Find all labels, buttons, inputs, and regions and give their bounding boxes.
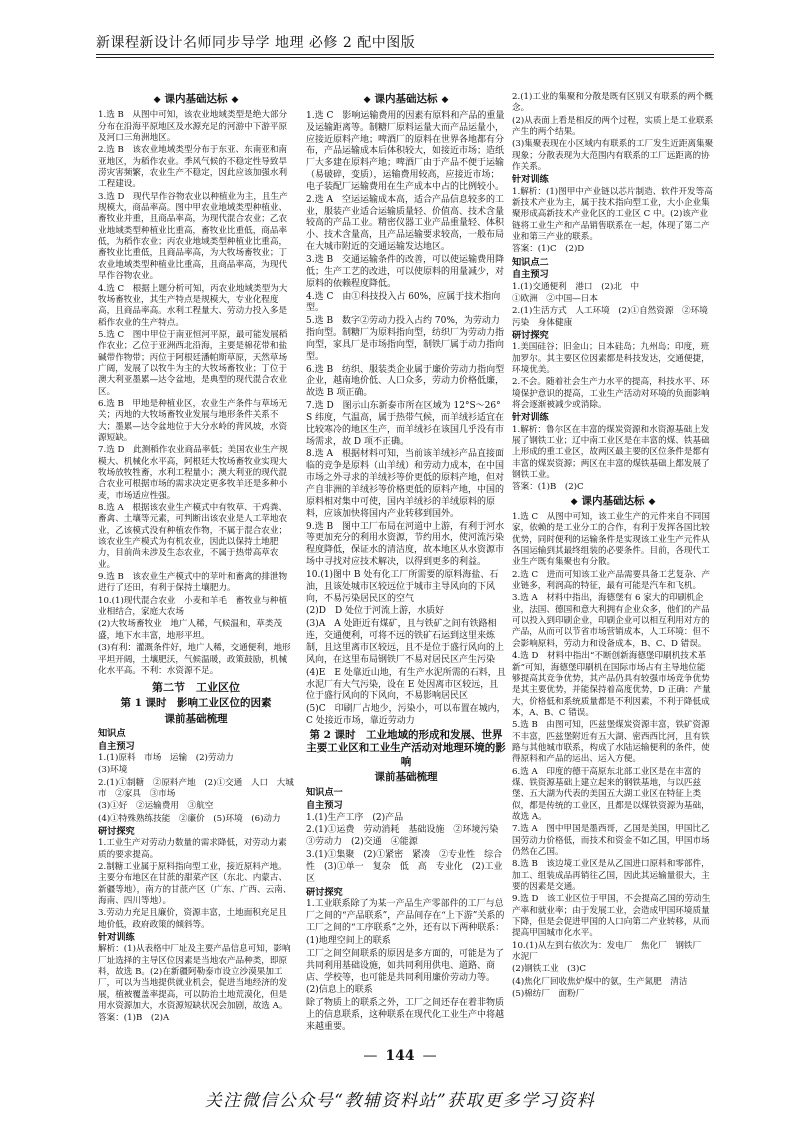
answer-paragraph: 答案：(1)C (2)D — [512, 244, 585, 255]
diamond-icon: ◆ — [363, 95, 371, 105]
answer-paragraph: (2)D D 处位于河流上游，水质好 — [306, 606, 445, 617]
answer-paragraph: 4.选 C 根据上题分析可知，丙农业地域类型为大牧场畜牧业，其生产特点是规模大，专业化程度高，且商品率高。水利工程量大、劳动力投入多是稻作农业的生产特点。 — [98, 283, 288, 328]
answer-paragraph: 6.选 B 纺织、服装类企业属于廉价劳动力指向型企业，越南地价低、人口众多，劳动力价格低廉，故选 B 项正确。 — [306, 364, 505, 399]
subsection-label: 知识点一 — [306, 786, 343, 798]
answer-paragraph: 1.选 C 从图中可知，该工业生产的元件来自不同国家，依赖的是工业分工的合作，有利于发挥各国比较优势，同时便利的运输条件是实现该工业生产元件从各国运输到其最终组装的必要条件。目前，各现代工业生产既有集聚也有分散。 — [512, 512, 710, 568]
section-heading-text: 课内基础达标 — [581, 494, 645, 507]
answer-paragraph: 2.选 A 空运运输成本高，适合产品信息较多的工业，服装产业适合运输质量轻、价值高、技术含量较高的产品工业。精密仪器工业产品重量轻、体积小、技术含量高，且产品运输要求较高，一般布局在大城市附近的交通运输发达地区。 — [306, 194, 505, 253]
subsection-label: 针对训练 — [512, 412, 549, 424]
chapter-title: 第二节 工业区位 — [152, 681, 240, 695]
answer-paragraph: (3)A A 处距近有煤矿，且与铁矿之间有铁路相连，交通便利，可将不远的铁矿石运到这里来炼制，且这里离市区较远，且不是位于盛行风向的上风向，在这里布局钢铁厂不易对居民区产生污染 — [306, 619, 505, 665]
answer-paragraph: 1.解析：鲁尔区在丰富的煤炭资源和水资源基础上发展了钢铁工业；辽中南工业区是在丰富的煤、铁基础上形成的重工业区，故两区最主要的区位条件是都有丰富的煤炭资源；两区在丰富的煤铁基础上都发展了钢铁工业。 — [512, 424, 710, 480]
subsection-label: 针对训练 — [98, 932, 135, 944]
answer-paragraph: (2)钢铁工业 (3)C — [512, 964, 586, 975]
answer-paragraph: 1.工业联系除了为某一产品生产零部件的工厂与总厂之间的“产品联系”，产品间存在“上下游”关系的工厂之间的“工序联系”之外，还有以下两种联系： — [306, 899, 505, 934]
answer-paragraph: 2.选 B 该农业地域类型分布于东亚、东南亚和南亚地区，为稻作农业。季风气候的不稳定性导致旱涝灾害频繁，农业生产不稳定，因此应该加强水利工程建设。 — [98, 145, 288, 190]
column-left — [98, 92, 294, 1026]
answer-paragraph: 工厂之间空间联系的原因是多方面的，可能是为了共同利用基础设施，如共同利用供电、道路、商店、学校等，也可能是共同利用廉价劳动力等。 — [306, 948, 505, 983]
answer-paragraph: 除了物质上的联系之外，工厂之间还存在着非物质上的信息联系，这种联系在现代化工业生产中将越来越重要。 — [306, 998, 505, 1032]
section-heading-text: 课内基础达标 — [374, 93, 438, 105]
answer-paragraph: (3)环境 — [98, 765, 128, 776]
answer-paragraph: 9.选 B 图中工厂布局在河道中上游，有利于河水等更加充分的利用水资源，节约用水，使河流污染程度降低，保证水的清洁度，故本地区从水资源市场中寻找对应技术解决，以得到更多的利益。 — [306, 521, 505, 568]
lesson-title: 课前基础梳理 — [164, 712, 228, 725]
column-right — [512, 92, 714, 1001]
answer-paragraph: 1.(1)生产工序 (2)产品 — [306, 812, 404, 823]
answer-paragraph: 1.美国硅谷；旧金山；日本硅岛；九州岛；印度，班加罗尔。其主要区位因素都是科技发达，交通便捷，环境优美。 — [512, 342, 710, 375]
subsection-label: 知识点 — [98, 728, 126, 740]
diamond-icon: ◆ — [153, 95, 161, 105]
column-middle — [306, 92, 506, 1035]
answer-paragraph: 3.选 B 交通运输条件的改善，可以使运输费用降低；生产工艺的改进，可以使原料的用量减少，对原料的依赖程度降低。 — [306, 254, 505, 289]
subsection-label: 自主预习 — [98, 740, 135, 752]
answer-paragraph: 2.(1)①制糖 ②原料产地 (2)①交通 人口 大城市 ②家具 ③市场 — [98, 777, 294, 799]
subsection-label: 研讨探究 — [306, 886, 343, 898]
answer-paragraph: 4.选 D 材料中指出“不断创新海德堡印刷机技术革新”可知，海德堡印刷机在国际市场占有主导地位能够提高其竞争优势，其产品仍具有较强市场竞争优势是其主要优势，并能保持着高度优势，D 正确：产量大，价格低和系统质量都是不利因素，不利于降低成本，A、B、C 错误。 — [512, 651, 711, 718]
answer-paragraph: 8.选 A 根据材料可知，当前该羊绒衫产品直接面临的竞争是原料（山羊绒）和劳动力成本，在中国市场之外寻求的羊绒衫等价更低的原料产地，但对产自非洲的羊绒衫等价格更低的原料产地，中国的原料相对集中可使，国内羊绒衫的羊绒原料的原料，应该加快将国内产业转移到国外。 — [306, 449, 505, 519]
answer-paragraph: 2.选 C 进而可知该工业产品需要具备工艺复杂、产业链多，利润高的特征，最有可能是汽车和飞机。 — [512, 569, 710, 592]
answer-paragraph: 9.选 D 该工业区位于甲国，不会提高乙国的劳动生产率和就业率；由于发展工业，会造成甲国环境质量下降，但是会促进甲国的人口向第二产业转移，从而提高甲国城市化水平。 — [512, 894, 711, 939]
answer-paragraph: 1.选 B 从图中可知，该农业地域类型是绝大部分分布在沿海平原地区及水源充足的河游中下游平原及河口三角洲地区。 — [98, 110, 288, 144]
subsection-label: 自主预习 — [512, 269, 549, 281]
answer-paragraph: 5.选 B 数字②劳动力投入占约 70%，为劳动力指向型。制糖厂为原料指向型，纺织厂为劳动力指向型，家具厂是市场指向型，制铁厂属于动力指向型。 — [306, 316, 505, 362]
answer-paragraph: 10.(1)图中 B 处有化工厂所需要的原料海盐、石油，且该处城市区较远位于城市主导风向的下风向，不易污染居民区的空气 — [306, 569, 499, 604]
answer-paragraph: 1.(1)原料 市场 运输 (2)劳动力 — [98, 752, 234, 763]
subsection-label: 研讨探究 — [512, 329, 549, 341]
answer-paragraph: 3.选 D 现代早作谷物农业以种植业为主，且生产规模大，商品率高。图中甲农业地域类型种植业、畜牧业并重，且商品率高，为现代混合农业；乙农业地域类型种植业比重高，畜牧业比重低，商品率低，为稻作农业；丙农业地域类型种植业比重高，畜牧业比重低，且商品率高，为大牧场畜牧业；丁农业地域类型种植业比重高，且商品率高，为现代早作谷物农业。 — [98, 191, 288, 282]
answer-paragraph: 3.(1)①集聚 (2)①紧密 紧凑 ②专业性 综合性 (3)①单一 复杂 低 高 专业化 (2)工业区 — [306, 850, 503, 884]
answer-paragraph: 3.选 A 材料中指出，海德堡有 6 家大的印刷机企业，法国、德国和意大利拥有企业众多，他们的产品可以投入到印刷企业，印刷企业可以相互利用对方的产品，从而可以节省市场营销成本，人工环境：但不会影响原料，劳动力和设备成本，B、C、D 错误。 — [512, 593, 710, 649]
answer-paragraph: (3)集聚表现在小区域内有联系的工厂发生近距离集聚现象；分散表现为大范围内有联系的工厂远距离的协作关系。 — [512, 139, 714, 173]
answer-paragraph: (4)E E 处靠近山地，有生产水泥所需的石料，且水泥厂有大气污染，设在 E 处因离市区较远，且位于盛行风向的下风向，不易影响居民区 — [306, 667, 506, 702]
answer-paragraph: (2)从表面上看是相反的两个过程，实质上是工业联系产生的两个结果。 — [512, 115, 714, 138]
answer-paragraph: 2.(1)①运费 劳动消耗 基础设施 ②环境污染 ③劳动力 (2)交通 ④能源 — [306, 825, 508, 848]
answer-paragraph: 3.劳动力充足且廉价，资源丰富，土地面积充足且地价低，政府政策的倾斜等。 — [98, 908, 287, 930]
footer-watermark-text: 关注微信公众号“教辅资料站”获取更多学习资料 — [204, 1091, 596, 1111]
answer-paragraph: 10.(1)现代混合农业 小麦和羊毛 畜牧业与种植业相结合，家庭大农场 — [98, 595, 288, 618]
page-header — [96, 28, 714, 54]
header-rule-top — [96, 54, 714, 55]
lesson-title: 课前基础梳理 — [374, 771, 438, 784]
lesson-title: 第 1 课时 影响工业区位的因素 — [120, 697, 272, 710]
answer-paragraph: 1.选 C 影响运输费用的因素有原料和产品的重量及运输距离等。制糖厂原料运量大而产品运量小，应接近原料产地；啤酒厂的原料在世界各地都有分布，产品运输成本后体积较大，如接近市场；造纸厂大多建在原料产地；啤酒厂由于产品不便于运输（易破碎，变质），运输费用较高，应接近市场；电子装配厂运输费用在生产成本中占的比例较小。 — [306, 110, 505, 192]
answer-paragraph: (2)信息上的联系 — [306, 985, 373, 996]
section-heading — [98, 94, 294, 106]
book-title: 新课程新设计名师同步导学 地理 必修 2 配中图版 — [96, 35, 416, 51]
subsection-label: 针对训练 — [512, 174, 549, 186]
answer-paragraph: 1.(1)交通便利 港口 (2)北 中 — [512, 281, 640, 292]
answer-paragraph: 答案：(1)B (2)C — [512, 482, 584, 493]
answer-paragraph: 2.(1)工业的集聚和分散是既有区别又有联系的两个概念。 — [512, 92, 713, 114]
diamond-icon: ◆ — [648, 496, 656, 507]
lesson-title: 第 2 课时 工业地域的形成和发展、世界主要工业区和工业生产活动对地理环境的影响 — [306, 728, 506, 768]
answer-paragraph: 解析：(1)从表格中厂址及主要产品信息可知，影响厂址选择的主导区位因素是当地农产品种类，即原料，故选 B。(2)在新疆阿勒泰市设立沙漠果加工厂，可以为当地提供就业机会，促进当地经济的发展，植被覆盖率提高，可以防治土地荒漠化，但是用水资源加大，水资源短缺状况会加剧，故选 A。 — [98, 944, 291, 1012]
answer-paragraph: 5.选 C 图中甲位于南亚恒河平原，最可能发展稻作农业；乙位于亚洲西北沿海，主要是棉花带和盐碱带作物带；丙位于阿根廷潘帕斯草原，天然草场广阔，发展了以牧牛为主的大牧场畜牧业；丁位于澳大利亚墨累—达令盆地，是典型的现代混合农业区。 — [98, 329, 288, 397]
answer-paragraph: 9.选 B 该农业生产模式中的苹叶和畜禽的排泄物进行了还田，有利于保持土壤肥力。 — [98, 572, 288, 594]
answer-paragraph: 6.选 A 印度的德干高原东北部工业区是在丰富的煤、铁资源基础上建立起来的钢铁基地，与以匹兹堡、五大湖为代表的美国五大湖工业区在特征上类似，都是传统的工业区，且都是以煤铁资源为基础，故选 A。 — [512, 766, 710, 822]
answer-paragraph: 8.选 A 根据该农业生产模式中有牧草、干鸡粪、畜禽、土壤等元素，可判断出该农业是人工苹地农业，乙该模式没有种植农作物，不属于混合农业；该农业生产模式为有机农业，因此以保持土地肥力，目前尚未涉及生态农业，不属于热带高草农业。 — [98, 503, 288, 570]
answer-paragraph: 2.(1)生活方式 人工环境 (2)①自然资源 ②环境污染 身体健康 — [512, 306, 708, 328]
section-heading — [306, 94, 506, 107]
answer-paragraph: 1.解析：(1)图甲中产业链以芯片制造、软件开发等高新技术产业为主，属于技术指向型工业，大小企业集聚形成高新技术产业化区的工业区 C 中。(2)该产业链将工业生产和产品销售联系在一起，体现了第二产业和第三产业的联系。 — [512, 186, 713, 243]
subsection-label: 知识点二 — [512, 256, 549, 268]
answer-paragraph: (4)①特殊熟练技能 ②廉价 (5)环境 (6)动力 — [98, 813, 281, 824]
section-heading — [512, 496, 714, 508]
answer-paragraph: (3)有利：灌溉条件好，地广人稀，交通便利，地形平坦开阔，土壤肥沃，气候温暖，政策鼓励，机械化水平高。不利：水资源不足。 — [98, 643, 291, 676]
answer-paragraph: 2.不会。随着社会生产力水平的提高，科技水平、环境保护意识的提高，工业生产活动对环境的负面影响将会逐渐被减少或消除。 — [512, 377, 710, 410]
answer-paragraph: 7.选 D 此测稻作农业商品率低；美国农业生产规模大、机械化水平高，阿根廷大牧场畜牧业实现大牧场放牧牲畜，水利工程量小；澳大利亚的现代混合农业可根据市场的需求决定更多牧羊还是多种小麦，市场适应性强。 — [98, 445, 288, 501]
answer-paragraph: ①欧洲 ②中国—日本 — [512, 293, 598, 304]
diamond-icon: ◆ — [570, 496, 578, 507]
answer-paragraph: 2.制糖工业属于原料指向型工业，接近原料产地。主要分布地区在甘蔗的甜菜产区（东北、内蒙古、新疆等地），南方的甘蔗产区（广东、广西、云南、海南、四川等地）。 — [98, 861, 292, 906]
answer-paragraph: 7.选 D 图示山东新泰市所在区域为 12°S～26°S 纬度，气温高，属于热带气候，而羊绒衫适宜在比较寒冷的地区生产，而羊绒衫在该国几乎没有市场需求，故 D 项不正确。 — [306, 401, 505, 447]
answer-paragraph: 7.选 A 图中甲国是墨西哥，乙国是美国，甲国比乙国劳动力价格低，而技术和资金不如乙国，甲国市场仍然在乙国。 — [512, 824, 710, 857]
answer-paragraph: 6.选 B 甲地是种植业区，农业生产条件与草场无关；丙地的大牧场畜牧业发展与地形条件关系不大；墨累—达令盆地位于大分水岭的背风坡，水资源短缺。 — [98, 398, 288, 443]
answer-paragraph: (5)C 印刷厂占地少，污染小，可以布置在城内，C 处接近市场，靠近劳动力 — [306, 704, 506, 727]
answer-paragraph: (1)地理空间上的联系 — [306, 936, 391, 946]
answer-paragraph: 10.(1)从左到右依次为：发电厂 焦化厂 钢铁厂 水泥厂 — [512, 940, 710, 963]
answer-paragraph: 1.工业生产对劳动力数量的需求降低，对劳动力素质的要求提高。 — [98, 838, 287, 860]
subsection-label: 自主预习 — [306, 799, 343, 811]
answer-paragraph: (5)棉纺厂 面粉厂 — [512, 989, 585, 1000]
header-rule-bottom — [96, 57, 714, 58]
diamond-icon: ◆ — [231, 95, 239, 105]
answer-paragraph: 答案：(1)B (2)A — [98, 1013, 170, 1024]
section-heading-text: 课内基础达标 — [164, 93, 228, 105]
answer-paragraph: (3)①好 ②运输费用 ③航空 — [98, 801, 214, 812]
answer-paragraph: 5.选 B 由图可知，匹兹堡煤炭资源丰富，铁矿资源不丰富，匹兹堡附近有五大湖、密西西比河，且有铁路与其他城市联系，构成了水陆运输便利的条件，使得原料和产品的运出、运入方便。 — [512, 720, 710, 765]
answer-paragraph: 8.选 B 该边境工业区是从乙国进口原料和零部件，加工、组装成品再销往乙国，因此其运输量很大，主要的因素是交通。 — [512, 859, 710, 893]
diamond-icon: ◆ — [441, 95, 449, 105]
answer-paragraph: (4)焦化厂回收焦炉煤中的氨，生产氮肥 清洁 — [512, 976, 688, 987]
answer-paragraph: (2)大牧场畜牧业 地广人稀，气候温和，草类茂盛，地下水丰富，地形平坦。 — [98, 619, 283, 641]
answer-paragraph: 4.选 C 由①科技投入占 60%，应属于技术指向型。 — [306, 291, 501, 314]
page-number: — 144 — — [363, 1048, 437, 1064]
subsection-label: 研讨探究 — [98, 825, 135, 837]
